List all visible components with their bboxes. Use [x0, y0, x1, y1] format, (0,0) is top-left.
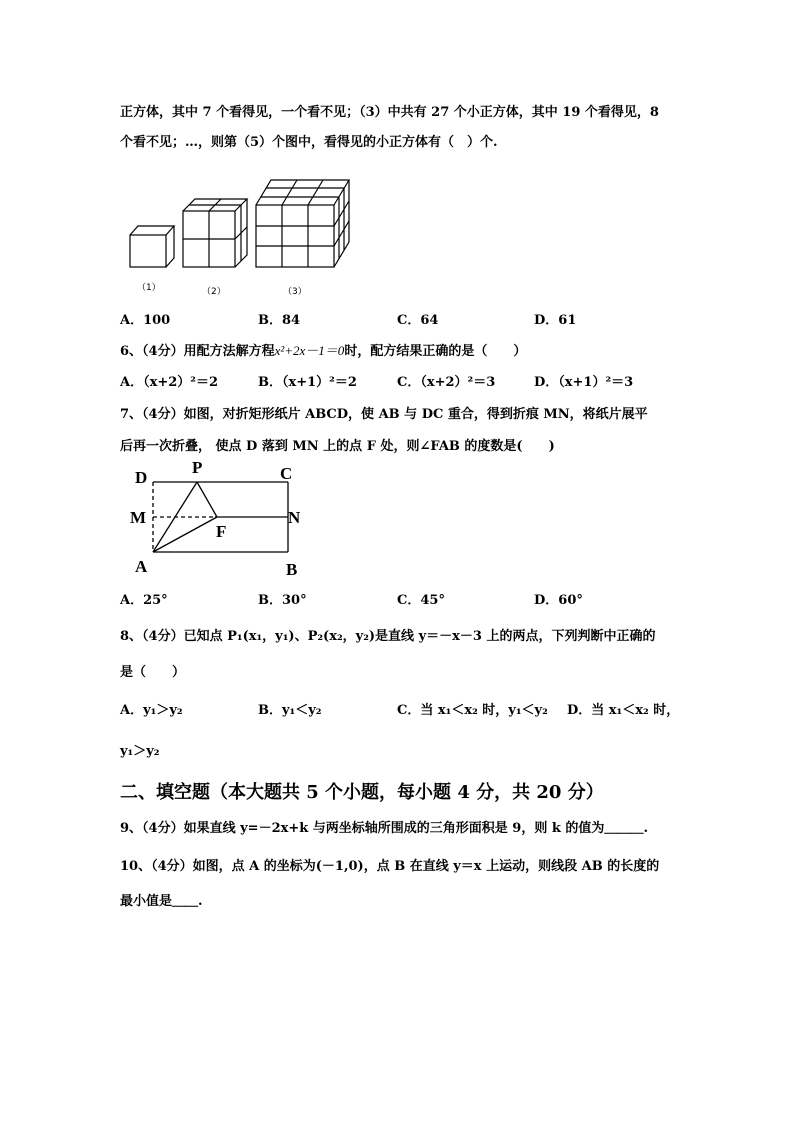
- q6-equation: x²+2x－1＝0: [274, 343, 345, 358]
- q10-answer-blank: ＿＿: [172, 894, 199, 909]
- q9-answer-blank: ＿＿＿: [604, 821, 644, 836]
- q10-text-line2: 最小值是: [120, 894, 173, 909]
- q8-text-line2: 是（ ）: [120, 665, 186, 680]
- q6-option-a: A．（x+2）²＝2: [120, 375, 219, 390]
- figure-caption-3: （3）: [283, 287, 307, 297]
- q9-text: 9、（4分）如果直线 y=－2x+k 与两坐标轴所围成的三角形面积是 9，则 k 的值为: [120, 821, 605, 836]
- q10-question-line2: [120, 895, 203, 908]
- label-p: P: [192, 458, 203, 477]
- label-n: N: [288, 508, 301, 527]
- q6-question: [120, 344, 526, 358]
- label-m: M: [130, 508, 147, 527]
- q8-option-d: D．当 x₁＜x₂ 时，: [567, 703, 680, 718]
- cube-figures: [125, 175, 340, 275]
- q6-prefix: 6、（4分）用配方法解方程: [120, 344, 275, 359]
- q7-option-d: D．60°: [534, 593, 583, 608]
- section-heading-fill-in: 二、填空题（本大题共 5 个小题，每小题 4 分，共 20 分）: [120, 782, 604, 803]
- q10-text-line1: 10、（4分）如图，点 A 的坐标为(－1,0)，点 B 在直线 y＝x 上运动，则线段 AB 的长度的: [120, 859, 660, 874]
- q7-text-line2: 后再一次折叠， 使点 D 落到 MN 上的点 F 处，则∠FAB 的度数是( ): [120, 439, 555, 454]
- q6-option-c: C．（x+2）²＝3: [397, 375, 496, 390]
- q9-question: [120, 822, 648, 835]
- q7-text-line1: 7、（4分）如图，对折矩形纸片 ABCD，使 AB 与 DC 重合，得到折痕 MN，将纸片展平: [120, 407, 648, 422]
- q6-option-b: B．（x+1）²＝2: [258, 375, 357, 390]
- q6-option-d: D．（x+1）²＝3: [534, 375, 634, 390]
- q7-option-a: A．25°: [120, 593, 168, 608]
- q8-option-a: A．y₁＞y₂: [120, 703, 183, 718]
- label-b: B: [286, 560, 298, 579]
- q8-option-b: B．y₁＜y₂: [258, 703, 322, 718]
- q9-end: .: [643, 821, 648, 836]
- q6-suffix: 时，配方结果正确的是（ ）: [344, 344, 527, 359]
- figure-caption-1: （1）: [137, 283, 161, 293]
- q5-option-c: C．64: [397, 313, 439, 328]
- q5-text-line1: 正方体，其中 7 个看得见，一个看不见；（3）中共有 27 个小正方体，其中 19 个看得见，8: [120, 105, 659, 120]
- q8-option-c: C．当 x₁＜x₂ 时，y₁＜y₂: [397, 703, 548, 718]
- q7-option-c: C．45°: [397, 593, 445, 608]
- label-c: C: [280, 464, 293, 483]
- q7-option-b: B．30°: [258, 593, 307, 608]
- label-d: D: [135, 468, 148, 487]
- q8-text-line1: 8、（4分）已知点 P₁(x₁，y₁)、P₂(x₂，y₂)是直线 y＝－x－3 上的两点，下列判断中正确的: [120, 629, 656, 644]
- figure-caption-2: （2）: [202, 287, 226, 297]
- label-f: F: [216, 522, 227, 541]
- q5-option-a: A．100: [120, 313, 171, 328]
- q10-end: .: [198, 894, 203, 909]
- q5-option-d: D．61: [534, 313, 577, 328]
- label-a: A: [135, 557, 148, 576]
- rectangle-fold-diagram: [125, 455, 325, 580]
- q5-option-b: B．84: [258, 313, 301, 328]
- q8-option-d-continued: y₁＞y₂: [120, 744, 160, 759]
- q5-text-line2: 个看不见；…，则第（5）个图中，看得见的小正方体有（ ）个.: [120, 135, 498, 150]
